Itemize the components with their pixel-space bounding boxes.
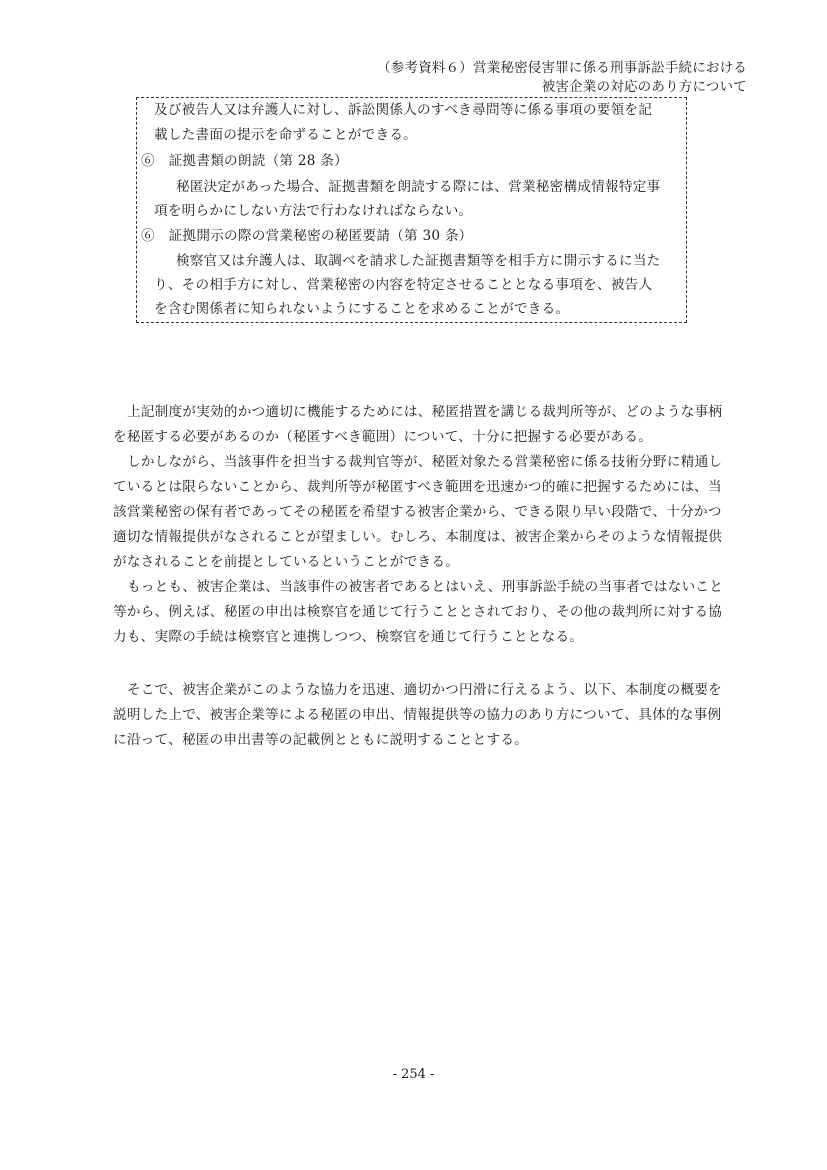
- excerpt-line: り、その相手方に対し、営業秘密の内容を特定させることとなる事項を、被告人: [154, 277, 653, 293]
- excerpt-line: 及び被告人又は弁護人に対し、訴訟関係人のすべき尋問等に係る事項の要領を記: [154, 102, 653, 118]
- excerpt-line: 秘匿決定があった場合、証拠書類を朗読する際には、営業秘密構成情報特定事: [176, 179, 661, 195]
- excerpt-line: 項を明らかにしない方法で行わなければならない。: [154, 203, 473, 219]
- header-title-line-1: （参考資料６）営業秘密侵害罪に係る刑事訴訟手続における: [377, 60, 747, 76]
- header-title-line-2: 被害企業の対応のあり方について: [541, 79, 747, 95]
- paragraph-line: がなされることを前提としているということができる。: [113, 554, 460, 570]
- paragraph-line: そこで、被害企業がこのような協力を迅速、適切かつ円滑に行えるよう、以下、本制度の概要を: [127, 682, 723, 698]
- excerpt-line: を含む関係者に知られないようにすることを求めることができる。: [154, 301, 570, 317]
- paragraph-line: 力も、実際の手続は検察官と連携しつつ、検察官を通じて行うこととなる。: [113, 629, 584, 645]
- paragraph-line: に沿って、秘匿の申出書等の記載例とともに説明することとする。: [113, 732, 529, 748]
- paragraph-line: もっとも、被害企業は、当該事件の被害者であるとはいえ、刑事訴訟手続の当事者ではないこと: [127, 579, 724, 595]
- paragraph-line: を秘匿する必要があるのか（秘匿すべき範囲）について、十分に把握する必要がある。: [113, 429, 653, 445]
- paragraph-line: 該営業秘密の保有者であってその秘匿を希望する被害企業から、できる限り早い段階で、十分かつ: [113, 504, 722, 520]
- page-number: - 254 -: [392, 1067, 435, 1082]
- paragraph-line: 説明した上で、被害企業等による秘匿の申出、情報提供等の協力のあり方について、具体的な事例: [113, 707, 722, 723]
- excerpt-line: 載した書面の提示を命ずることができる。: [154, 127, 418, 143]
- excerpt-heading: ⑥ 証拠開示の際の営業秘密の秘匿要請（第 30 条）: [141, 228, 473, 244]
- paragraph-line: しかしながら、当該事件を担当する裁判官等が、秘匿対象たる営業秘密に係る技術分野に精通し: [127, 454, 723, 470]
- excerpt-line: 検察官又は弁護人は、取調べを請求した証拠書類等を相手方に開示するに当た: [176, 253, 661, 269]
- paragraph-line: 等から、例えば、秘匿の申出は検察官を通じて行うこととされており、その他の裁判所に対する協: [113, 604, 723, 620]
- paragraph-line: 適切な情報提供がなされることが望ましい。むしろ、本制度は、被害企業からそのような情報提供: [113, 529, 723, 545]
- excerpt-heading: ⑥ 証拠書類の朗読（第 28 条）: [141, 153, 348, 169]
- paragraph-line: 上記制度が実効的かつ適切に機能するためには、秘匿措置を講じる裁判所等が、どのような事柄: [127, 404, 723, 420]
- paragraph-line: ているとは限らないことから、裁判所等が秘匿すべき範囲を迅速かつ的確に把握するためには、当: [113, 479, 722, 495]
